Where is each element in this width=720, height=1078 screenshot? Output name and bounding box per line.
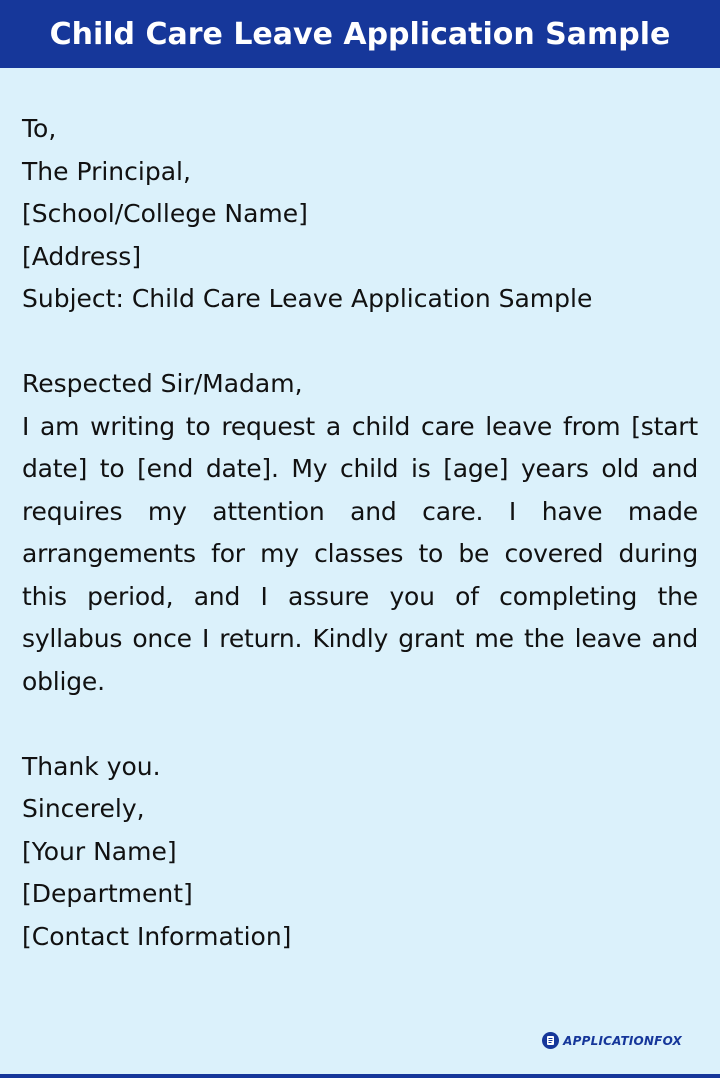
address: [Address] — [22, 241, 142, 271]
document-icon — [542, 1032, 559, 1049]
letter-paragraph: I am writing to request a child care leave from [start date] to [end date]. My child is [age] years old and requires my attention and care. I have made arrangements for my classes to be covered during this period, and I assure you of completing the syllabus once I return. Kindly grant me the leave and oblige. — [22, 411, 698, 696]
closing-line: Sincerely, — [22, 794, 145, 823]
greeting: Respected Sir/Madam, — [22, 369, 303, 398]
institution-name: [School/College Name] — [22, 199, 308, 228]
recipient: The Principal, — [22, 156, 191, 186]
signer-department: [Department] — [22, 879, 193, 908]
letter-body — [22, 108, 698, 958]
spacer — [22, 321, 698, 364]
bottom-border — [0, 1074, 720, 1078]
salutation-to: To, — [22, 114, 57, 143]
signer-name: [Your Name] — [22, 836, 177, 866]
header-banner — [0, 0, 720, 68]
signer-contact: [Contact Information] — [22, 921, 292, 951]
thanks-line: Thank you. — [22, 751, 161, 781]
page-title: Child Care Leave Application Sample — [49, 16, 671, 52]
spacer — [22, 703, 698, 746]
brand-logo — [542, 1032, 682, 1049]
subject-line: Subject: Child Care Leave Application Sample — [22, 284, 593, 313]
brand-text: APPLICATIONFOX — [563, 1033, 682, 1048]
